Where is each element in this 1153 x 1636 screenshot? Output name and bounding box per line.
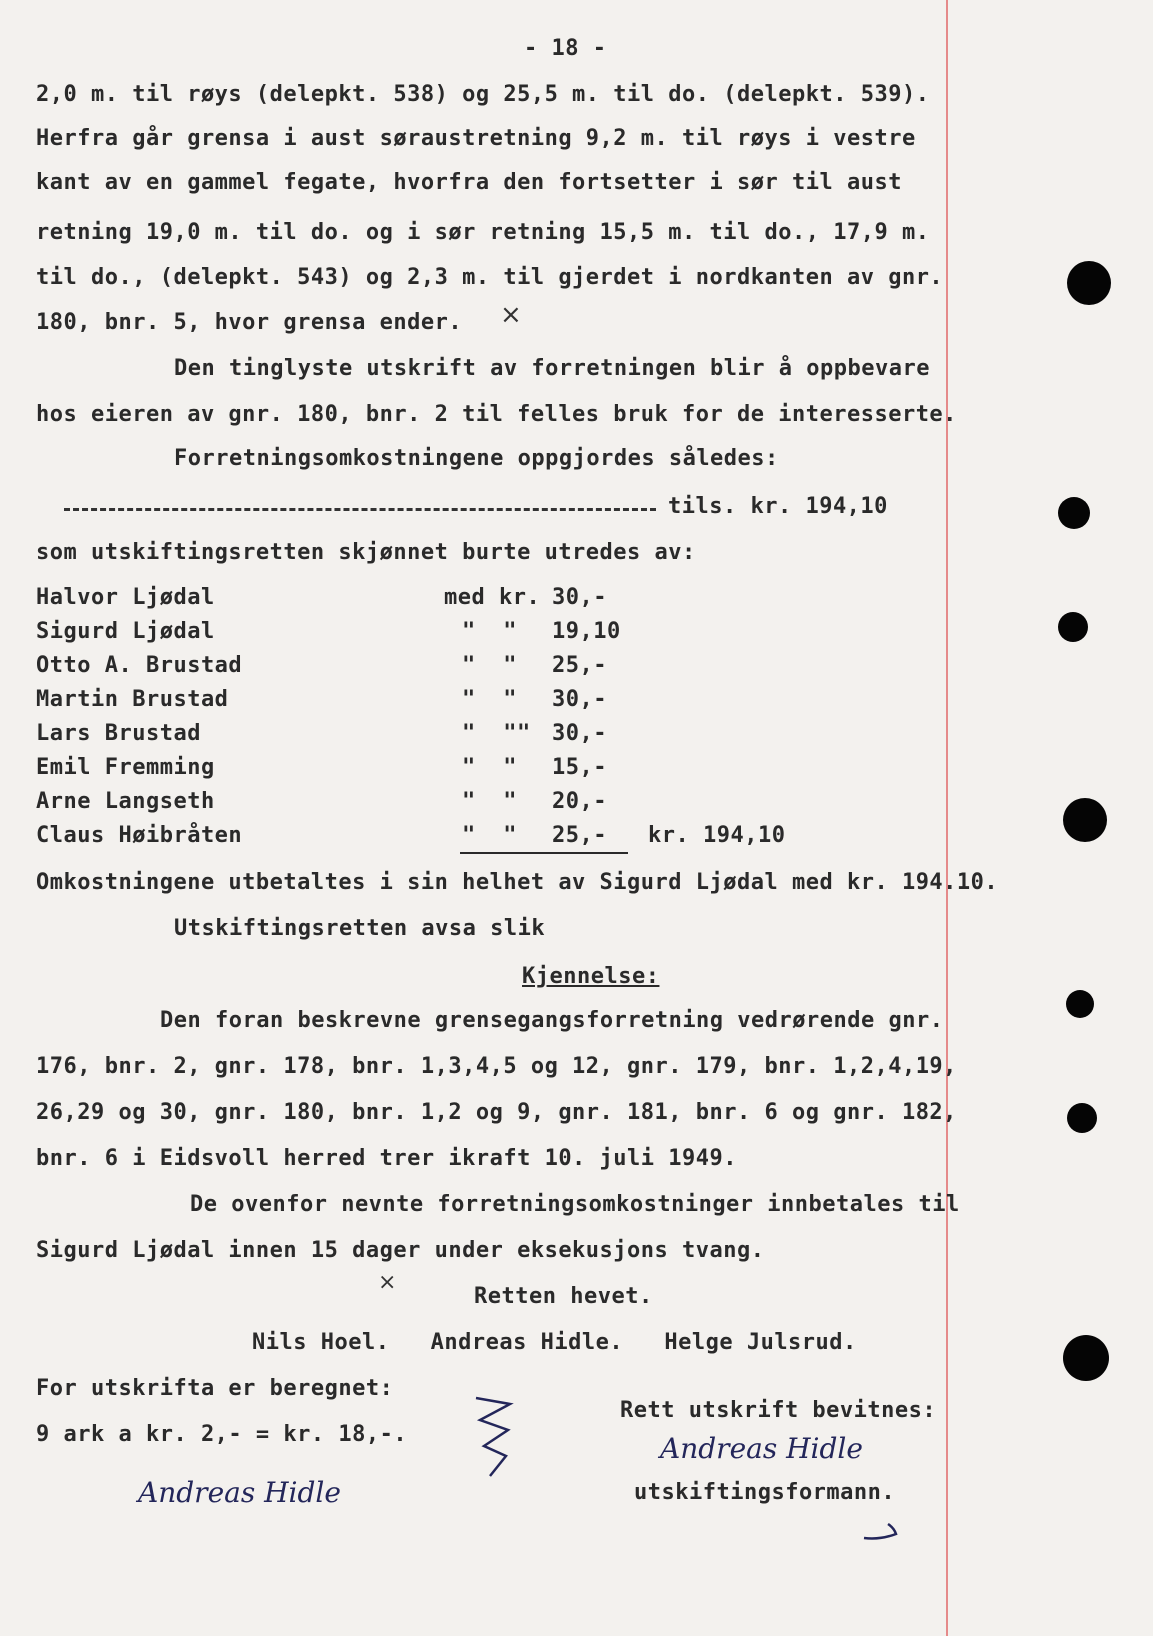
cost-amount: 25,-	[552, 653, 607, 678]
dashed-rule	[64, 508, 656, 511]
cost-prefix: " "	[462, 687, 517, 712]
cost-amount: 19,10	[552, 619, 621, 644]
check-mark: ⨯	[500, 300, 522, 330]
cost-amount: 30,-	[552, 585, 607, 610]
cost-name: Sigurd Ljødal	[36, 619, 215, 644]
total-amount: tils. kr. 194,10	[668, 494, 888, 519]
punch-hole	[1063, 1335, 1109, 1381]
text-line: utskiftingsformann.	[634, 1480, 896, 1505]
cost-name: Claus Høibråten	[36, 823, 243, 848]
text-line: Sigurd Ljødal innen 15 dager under eksekusjons tvang.	[36, 1238, 765, 1263]
cost-prefix: " "	[462, 619, 517, 644]
text-line: De ovenfor nevnte forretningsomkostninger innbetales til	[190, 1192, 960, 1217]
cost-prefix: med kr.	[444, 585, 541, 610]
text-line: hos eieren av gnr. 180, bnr. 2 til felles bruk for de interesserte.	[36, 402, 957, 427]
cost-name: Emil Fremming	[36, 755, 215, 780]
cost-prefix: " ""	[462, 721, 531, 746]
punch-hole	[1067, 261, 1111, 305]
cost-prefix: " "	[462, 789, 517, 814]
handwritten-mark	[862, 1520, 902, 1542]
text-line: Forretningsomkostningene oppgjordes således:	[174, 446, 779, 471]
text-line: 2,0 m. til røys (delepkt. 538) og 25,5 m. til do. (delepkt. 539).	[36, 82, 930, 107]
text-line: Den tinglyste utskrift av forretningen blir å oppbevare	[174, 356, 930, 381]
text-line: Herfra går grensa i aust søraustretning 9,2 m. til røys i vestre	[36, 126, 916, 151]
punch-hole	[1067, 1103, 1097, 1133]
signature: Andreas Hidle	[138, 1476, 341, 1509]
handwritten-mark	[470, 1390, 516, 1486]
cost-total: kr. 194,10	[648, 823, 786, 848]
punch-hole	[1058, 497, 1090, 529]
cost-amount: 15,-	[552, 755, 607, 780]
cost-name: Lars Brustad	[36, 721, 201, 746]
cost-amount: 20,-	[552, 789, 607, 814]
punch-hole	[1063, 798, 1107, 842]
cost-name: Otto A. Brustad	[36, 653, 243, 678]
text-line: For utskrifta er beregnet:	[36, 1376, 394, 1401]
signature: Andreas Hidle	[660, 1432, 863, 1465]
cost-prefix: " "	[462, 823, 517, 848]
text-line: 176, bnr. 2, gnr. 178, bnr. 1,3,4,5 og 12, gnr. 179, bnr. 1,2,4,19,	[36, 1054, 957, 1079]
judges-names: Nils Hoel. Andreas Hidle. Helge Julsrud.	[252, 1330, 857, 1355]
text-line: bnr. 6 i Eidsvoll herred trer ikraft 10. juli 1949.	[36, 1146, 738, 1171]
cost-name: Halvor Ljødal	[36, 585, 215, 610]
cost-amount: 30,-	[552, 687, 607, 712]
check-mark: ⨯	[378, 1270, 397, 1295]
sum-underline	[460, 852, 628, 854]
text-line: 26,29 og 30, gnr. 180, bnr. 1,2 og 9, gnr. 181, bnr. 6 og gnr. 182,	[36, 1100, 957, 1125]
text-line: Utskiftingsretten avsa slik	[174, 916, 546, 941]
text-line: Rett utskrift bevitnes:	[620, 1398, 937, 1423]
cost-name: Arne Langseth	[36, 789, 215, 814]
text-line: retning 19,0 m. til do. og i sør retning 15,5 m. til do., 17,9 m.	[36, 220, 930, 245]
text-line: 9 ark a kr. 2,- = kr. 18,-.	[36, 1422, 408, 1447]
section-heading: Kjennelse:	[522, 964, 660, 989]
text-line: kant av en gammel fegate, hvorfra den fortsetter i sør til aust	[36, 170, 902, 195]
cost-prefix: " "	[462, 755, 517, 780]
text-line: Den foran beskrevne grensegangsforretning vedrørende gnr.	[160, 1008, 944, 1033]
text-line: Retten hevet.	[474, 1284, 653, 1309]
text-line: som utskiftingsretten skjønnet burte utredes av:	[36, 540, 696, 565]
text-line: 180, bnr. 5, hvor grensa ender.	[36, 310, 463, 335]
cost-name: Martin Brustad	[36, 687, 229, 712]
page-number: - 18 -	[524, 36, 607, 61]
text-line: Omkostningene utbetaltes i sin helhet av Sigurd Ljødal med kr. 194.10.	[36, 870, 999, 895]
punch-hole	[1058, 612, 1088, 642]
punch-hole	[1066, 990, 1094, 1018]
red-margin-line	[946, 0, 948, 1636]
text-line: til do., (delepkt. 543) og 2,3 m. til gjerdet i nordkanten av gnr.	[36, 265, 944, 290]
cost-amount: 25,-	[552, 823, 607, 848]
cost-prefix: " "	[462, 653, 517, 678]
cost-amount: 30,-	[552, 721, 607, 746]
